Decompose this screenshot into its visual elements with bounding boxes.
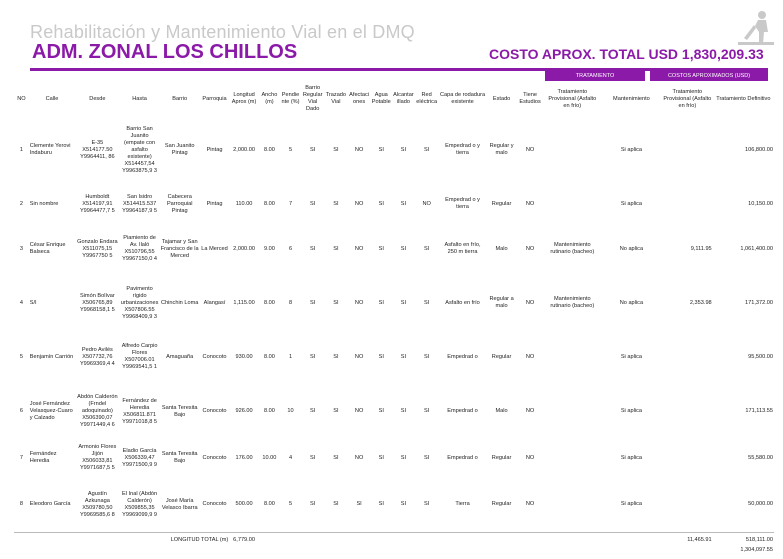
cell-state: Malo xyxy=(495,408,508,414)
cell-no: 6 xyxy=(19,408,23,414)
cell-slope: 4 xyxy=(288,454,293,461)
cell-width: 8.00 xyxy=(263,353,275,360)
cell-layout: SI xyxy=(333,501,339,507)
cell-state: Regular xyxy=(491,200,512,207)
totals-definitive: 518,111.00 xyxy=(713,533,774,548)
cell-regular: SI xyxy=(310,501,316,507)
cell-slope: 10 xyxy=(287,408,294,414)
cell-power: SI xyxy=(424,299,430,306)
cell-studies: NO xyxy=(525,245,535,252)
cell-cost-def: 95,500.00 xyxy=(748,353,773,360)
cell-water: SI xyxy=(378,353,384,360)
cell-sewer: SI xyxy=(400,200,407,207)
cell-treatment: Si aplica xyxy=(620,408,642,414)
totals-provisional: 11,465.91 xyxy=(662,533,713,548)
cell-slope: 6 xyxy=(288,245,293,252)
cell-affect: NO xyxy=(354,146,364,153)
cell-parish: La Merced xyxy=(201,245,228,252)
table-row xyxy=(14,330,774,384)
totals-length: 6,779.00 xyxy=(229,533,259,548)
cell-width: 8.00 xyxy=(263,408,275,414)
totals-label: LONGITUD TOTAL (m) xyxy=(14,533,229,548)
cell-no: 2 xyxy=(19,200,23,207)
cell-width: 8.00 xyxy=(263,146,275,153)
cell-from: Pedro Avilés X507732,76 Y9969369,4 4 xyxy=(79,346,115,367)
cell-no: 4 xyxy=(19,299,23,306)
cell-length: 2,000.00 xyxy=(233,245,255,252)
cell-cost-def: 106,800.00 xyxy=(745,146,773,153)
cell-treatment: Si aplica xyxy=(620,146,642,153)
cell-water: SI xyxy=(378,501,384,507)
cell-length: 1,115.00 xyxy=(233,299,255,306)
cell-length: 2,000.00 xyxy=(233,146,255,153)
cell-slope: 7 xyxy=(288,200,293,207)
cell-parish: Conocoto xyxy=(202,408,227,414)
table-row xyxy=(14,186,774,222)
cell-to: Pavimento rígido urbanizaciones X507806.55 Y9968409,9 3 xyxy=(120,285,159,320)
cell-parish: Pintag xyxy=(206,200,223,207)
cell-regular: SI xyxy=(310,146,316,153)
cell-treatment: No aplica xyxy=(619,245,644,252)
cell-cost-prov xyxy=(662,330,713,384)
cell-sewer: SI xyxy=(400,146,407,153)
group-header-treatment: TRATAMIENTO xyxy=(545,71,645,81)
cell-slope: 8 xyxy=(288,299,293,306)
cell-width: 8.00 xyxy=(263,501,275,507)
cell-power: SI xyxy=(424,245,430,252)
cell-no: 1 xyxy=(19,146,23,153)
cell-state: Regular y malo xyxy=(489,143,514,156)
cell-layout: SI xyxy=(333,454,339,461)
col-header: Agua Potable xyxy=(371,92,391,105)
table-row xyxy=(14,439,774,477)
cell-maint xyxy=(544,439,601,477)
cell-surface: Empedrad o xyxy=(447,353,478,360)
page-title: ADM. ZONAL LOS CHILLOS xyxy=(32,41,298,63)
cell-street: Fernández Heredia xyxy=(29,451,57,464)
road-worker-icon xyxy=(736,8,776,48)
cell-no: 7 xyxy=(19,454,23,461)
cell-from: Gonzalo Endara X511075,15 Y9967750 5 xyxy=(77,238,118,259)
cell-cost-def: 10,150.00 xyxy=(748,200,773,207)
roads-table xyxy=(14,84,774,554)
cell-cost-prov: 9,111.95 xyxy=(690,245,712,252)
cell-surface: Tierra xyxy=(455,501,470,507)
cell-affect: NO xyxy=(354,454,364,461)
cell-to: Piamiento de Av. Ilaló X510796,55 Y9967150,0 4 xyxy=(122,235,157,262)
cell-state: Regular xyxy=(491,454,512,461)
cell-maint xyxy=(544,477,601,533)
cell-surface: Empedrad o xyxy=(447,408,478,414)
cell-layout: SI xyxy=(333,146,339,153)
cell-state: Regular xyxy=(491,353,512,360)
cell-slope: 1 xyxy=(288,353,293,360)
col-header: Estado xyxy=(492,95,511,102)
cell-cost-prov xyxy=(662,114,713,186)
cell-power: NO xyxy=(422,200,431,207)
cell-regular: SI xyxy=(310,299,316,306)
cell-street: César Enrique Balseca xyxy=(29,242,66,255)
cell-layout: SI xyxy=(333,245,339,252)
total-cost: COSTO APROX. TOTAL USD 1,830,209.33 xyxy=(489,46,764,62)
cell-neighborhood: Chinchin Loma xyxy=(161,299,199,306)
cell-cost-def: 1,061,400.00 xyxy=(740,245,773,252)
cell-sewer: SI xyxy=(400,454,407,461)
cell-parish: Conocoto xyxy=(202,501,227,507)
cell-to: San Isidro X514415.537 Y9964187,9 5 xyxy=(122,193,157,214)
cell-maint: Mantenimiento rutinario (bacheo) xyxy=(550,296,595,309)
cell-width: 8.00 xyxy=(263,299,275,306)
col-header: Longitud Aprox (m) xyxy=(231,92,257,105)
cell-from: Humboldt X514197,91 Y9964477,7 5 xyxy=(79,193,115,214)
cell-layout: SI xyxy=(333,353,339,360)
totals-row xyxy=(14,533,774,548)
cell-no: 3 xyxy=(19,245,23,252)
cell-cost-def: 50,000.00 xyxy=(748,501,773,507)
cell-treatment: Si aplica xyxy=(620,501,642,507)
col-header: Barrio xyxy=(172,95,188,102)
cell-power: SI xyxy=(424,353,430,360)
cell-regular: SI xyxy=(310,200,316,207)
cell-length: 500.00 xyxy=(235,501,253,507)
cell-length: 110.00 xyxy=(235,200,253,207)
cell-cost-def: 171,113.55 xyxy=(745,408,773,414)
cell-water: SI xyxy=(378,454,384,461)
cell-treatment: Si aplica xyxy=(620,454,642,461)
cell-street: Sin nombre xyxy=(29,200,59,207)
cell-sewer: SI xyxy=(400,245,407,252)
cell-power: SI xyxy=(424,454,430,461)
cell-to: Eladio García X506339,47 Y9971500,9 9 xyxy=(122,447,157,468)
cell-regular: SI xyxy=(310,245,316,252)
cell-length: 926.00 xyxy=(235,408,253,414)
col-header: Trazado Vial xyxy=(325,92,347,105)
cell-affect: NO xyxy=(354,299,364,306)
cell-cost-prov xyxy=(662,384,713,439)
cell-studies: NO xyxy=(525,408,535,414)
cell-regular: SI xyxy=(310,454,316,461)
cell-surface: Asfalto en frío, 250 m tierra xyxy=(444,242,481,255)
col-header: NO xyxy=(17,95,26,102)
grand-total-row xyxy=(14,547,774,554)
cell-length: 930.00 xyxy=(235,353,253,360)
group-header-costs: COSTOS APROXIMADOS (USD) xyxy=(650,71,768,81)
cell-parish: Alangasí xyxy=(203,299,226,306)
cell-neighborhood: Tajamar y San Francisco de la Merced xyxy=(160,238,199,259)
table-row xyxy=(14,114,774,186)
cell-slope: 5 xyxy=(288,501,293,507)
cell-sewer: SI xyxy=(400,299,407,306)
col-header: Tiene Estudios xyxy=(519,92,541,105)
cell-studies: NO xyxy=(525,146,535,153)
cell-maint xyxy=(544,384,601,439)
cell-from: E-35 X514177.50 Y9964411, 86 xyxy=(80,139,115,160)
cell-studies: NO xyxy=(525,353,535,360)
table-header-row xyxy=(14,84,774,114)
cell-neighborhood: San Juanito Pintag xyxy=(164,143,195,156)
cell-parish: Conocoto xyxy=(202,353,227,360)
cell-street: S/I xyxy=(29,299,37,306)
page-subtitle: Rehabilitación y Mantenimiento Vial en el DMQ xyxy=(30,22,415,42)
cell-water: SI xyxy=(378,200,384,207)
cell-to: Barrio San Juanito (empate con asfalto existente) X514457,54 Y9963875,9 3 xyxy=(122,125,157,174)
cell-regular: SI xyxy=(310,353,316,360)
cell-affect: NO xyxy=(354,200,364,207)
cell-parish: Conocoto xyxy=(202,454,227,461)
cell-to: Fernández de Heredia X506811.871 Y9971018,8 5 xyxy=(122,397,157,425)
cell-state: Regular a malo xyxy=(489,296,514,309)
cell-affect: NO xyxy=(354,245,364,252)
table-row xyxy=(14,384,774,439)
cell-affect: SI xyxy=(356,501,362,507)
col-header: Barrio Regular Vial Dado xyxy=(302,85,323,112)
col-header: Tratamiento Provisional (Asfalto en frío) xyxy=(548,88,597,109)
cell-surface: Empedrad o xyxy=(447,454,478,461)
cell-cost-def: 55,580.00 xyxy=(748,454,773,461)
cell-state: Regular xyxy=(491,501,512,507)
col-header: Afectaciones xyxy=(349,92,370,105)
col-header: Parroquia xyxy=(202,95,227,102)
cell-street: Benjamín Carrión xyxy=(29,353,74,360)
cell-sewer: SI xyxy=(400,408,407,414)
cell-from: Abdón Calderón (Frndel adoquinado) X506390,07 Y9971449,4 6 xyxy=(77,394,118,428)
col-header: Tratamiento Provisional (Asfalto en frío) xyxy=(663,88,712,109)
cell-neighborhood: Santa Teresita Bajo xyxy=(161,451,198,464)
table-row xyxy=(14,276,774,330)
cell-neighborhood: Cabecera Parroquial Pintag xyxy=(166,193,193,214)
cell-slope: 5 xyxy=(288,146,293,153)
cell-from: Simón Bolívar X506765,89 Y9968158,1 5 xyxy=(79,292,115,313)
cell-width: 9.00 xyxy=(263,245,275,252)
cell-studies: NO xyxy=(525,501,535,507)
cell-surface: Asfalto en frío xyxy=(445,299,480,306)
table-row xyxy=(14,477,774,533)
table-row xyxy=(14,222,774,276)
col-header: Desde xyxy=(89,95,106,102)
cell-cost-def: 171,372.00 xyxy=(745,299,773,306)
col-header: Ancho (m) xyxy=(261,92,278,105)
cell-maint xyxy=(544,186,601,222)
cell-affect: NO xyxy=(354,408,364,414)
grand-total: 1,304,097.55 xyxy=(740,547,773,553)
cell-cost-prov xyxy=(662,439,713,477)
cell-power: SI xyxy=(424,408,430,414)
cell-maint xyxy=(544,330,601,384)
cell-sewer: SI xyxy=(400,501,407,507)
col-header: Capa de rodadura existente xyxy=(439,92,486,105)
cell-layout: SI xyxy=(333,200,339,207)
cell-parish: Pintag xyxy=(206,146,223,153)
col-header: Mantenimiento xyxy=(613,95,650,102)
col-header: Tratamiento Definitivo xyxy=(716,95,771,102)
cell-surface: Empedrad o y tierra xyxy=(445,197,480,210)
cell-treatment: No aplica xyxy=(619,299,644,306)
cell-surface: Empedrad o y tierra xyxy=(445,143,480,156)
cell-power: SI xyxy=(424,501,430,507)
cell-to: Alfredo Carpio Flores X507006.01 Y9969541,5 1 xyxy=(121,343,158,370)
cell-from: Agustín Azkunaga X509780,50 Y9969585,6 8 xyxy=(79,490,115,518)
cell-power: SI xyxy=(424,146,430,153)
cell-maint: Mantenimiento rutinario (bacheo) xyxy=(550,242,595,255)
cell-layout: SI xyxy=(333,408,339,414)
cell-street: Eleodoro García xyxy=(29,501,71,507)
cell-regular: SI xyxy=(310,408,316,414)
col-header: Pendiente (%) xyxy=(281,92,300,105)
cell-studies: NO xyxy=(525,454,535,461)
cell-width: 10.00 xyxy=(262,454,277,461)
cell-from: Armonio Flores Jijón X506033,81 Y9971687,5 5 xyxy=(78,444,117,471)
cell-street: José Fernández Velasquez-Cuaro y Calzado xyxy=(29,401,73,421)
cell-water: SI xyxy=(378,245,384,252)
cell-state: Malo xyxy=(495,245,508,252)
cell-cost-prov xyxy=(662,186,713,222)
cell-affect: NO xyxy=(354,353,364,360)
cell-width: 8.00 xyxy=(263,200,275,207)
cell-maint xyxy=(544,114,601,186)
cell-water: SI xyxy=(378,299,384,306)
cell-cost-prov xyxy=(662,477,713,533)
cell-no: 8 xyxy=(19,501,23,507)
col-header: Hasta xyxy=(132,95,147,102)
cell-street: Clemente Yerovi Indaburu xyxy=(29,143,71,156)
col-header: Alcantarillado xyxy=(393,92,414,105)
cell-treatment: Si aplica xyxy=(620,353,642,360)
cell-neighborhood: Santa Teresita Bajo xyxy=(161,404,198,418)
col-header: Red eléctrica xyxy=(416,92,438,105)
cell-layout: SI xyxy=(333,299,339,306)
cell-sewer: SI xyxy=(400,353,407,360)
cell-studies: NO xyxy=(525,299,535,306)
cell-neighborhood: Amaguaña xyxy=(166,353,194,360)
cell-water: SI xyxy=(378,146,384,153)
cell-studies: NO xyxy=(525,200,535,207)
cell-length: 176.00 xyxy=(235,454,253,461)
cell-cost-prov: 2,353.98 xyxy=(689,299,712,306)
cell-treatment: Si aplica xyxy=(620,200,642,207)
cell-water: SI xyxy=(378,408,384,414)
cell-neighborhood: José María Velasco Ibarra xyxy=(161,497,198,511)
cell-no: 5 xyxy=(19,353,23,360)
col-header: Calle xyxy=(45,95,59,102)
cell-to: El Inal (Abdón Calderón) X509855,35 Y9969099,9 9 xyxy=(122,490,158,518)
